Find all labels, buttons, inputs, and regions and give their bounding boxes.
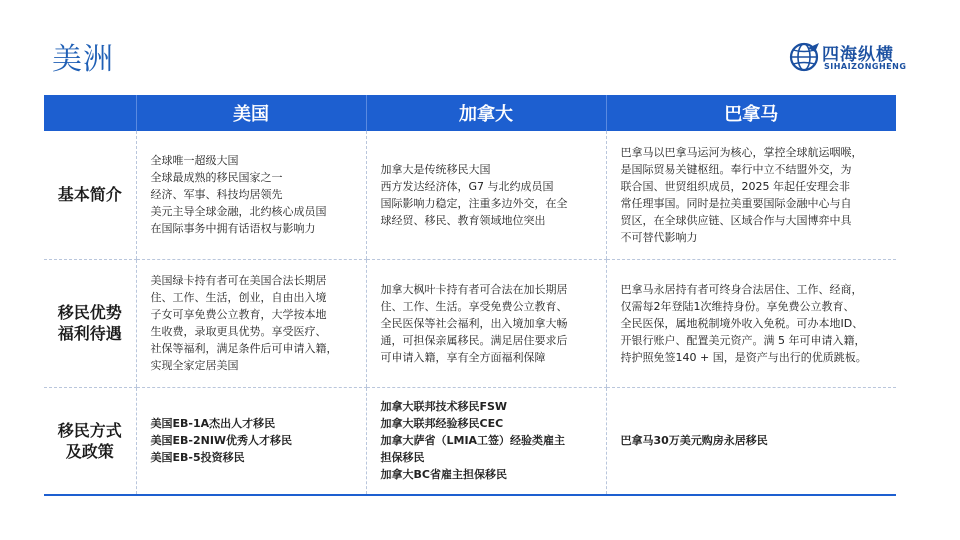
cell-text-line: 巴拿马永居持有者可终身合法居住、工作、经商， (620, 282, 863, 296)
cell-text-line: 美国EB-5投资移民 (150, 451, 245, 465)
table-row (44, 259, 896, 387)
table-cell (136, 259, 366, 387)
table-cell (366, 131, 606, 259)
row-header-line: 福利待遇 (57, 324, 122, 343)
table-row (44, 131, 896, 259)
cell-text-line: 加拿大是传统移民大国 (380, 162, 491, 176)
cell-text-line: 持护照免签140 + 国，是资产与出行的优质跳板。 (620, 350, 867, 364)
cell-text-line: 巴拿马以巴拿马运河为核心，掌控全球航运咽喉， (620, 145, 863, 159)
cell-text-line: 子女可享免费公立教育，大学按本地 (150, 308, 327, 321)
table-row (44, 387, 896, 495)
table-header-row (44, 95, 896, 131)
cell-text-line: 联合国、世贸组织成员，2025 年起任安理会非 (620, 179, 850, 193)
comparison-table (44, 95, 896, 496)
logo-name-cn: 四海纵横 (822, 45, 894, 65)
page-title: 美洲 (52, 42, 114, 77)
cell-text-line: 加拿大萨省（LMIA工签）经验类雇主 (380, 434, 566, 448)
cell-text-line: 巴拿马30万美元购房永居移民 (620, 434, 768, 448)
cell-text-line: 国际影响力稳定，注重多边外交，在全 (380, 196, 568, 210)
row-header (44, 131, 136, 259)
row-header (44, 259, 136, 387)
cell-text-line: 全民医保，属地税制境外收入免税。可办本地ID、 (620, 316, 864, 330)
row-header (44, 387, 136, 495)
cell-text-line: 不可替代影响力 (620, 230, 698, 244)
table-cell (136, 387, 366, 495)
cell-text-line: 西方发达经济体，G7 与北约成员国 (380, 179, 554, 193)
cell-text-line: 全球最成熟的移民国家之一 (150, 171, 283, 185)
cell-text-line: 通，可担保亲属移民。满足居住要求后 (380, 333, 568, 347)
cell-text-line: 美国EB-2NIW优秀人才移民 (150, 434, 293, 448)
cell-text-line: 加拿大联邦技术移民FSW (380, 400, 508, 414)
cell-text-line: 可申请入籍，享有全方面福利保障 (380, 350, 546, 364)
cell-text-line: 贸区，在全球供应链、区域合作与大国博弈中具 (620, 213, 852, 227)
table-cell (606, 131, 896, 259)
cell-text-line: 担保移民 (380, 451, 425, 465)
cell-text-line: 加拿大枫叶卡持有者可合法在加长期居 (380, 282, 568, 296)
company-logo (788, 40, 918, 76)
column-header: 巴拿马 (606, 95, 896, 131)
cell-text-line: 经济、军事、科技均居领先 (150, 188, 283, 202)
row-header-line: 基本简介 (57, 185, 122, 205)
cell-text-line: 实现全家定居美国 (150, 359, 239, 372)
cell-text-line: 是国际贸易关键枢纽。奉行中立不结盟外交，为 (620, 162, 852, 176)
table-cell (366, 259, 606, 387)
table-cell (606, 259, 896, 387)
table-corner (44, 95, 136, 131)
cell-text-line: 常任理事国。同时是拉美重要国际金融中心与自 (620, 196, 852, 210)
row-header-line: 移民优势 (57, 303, 122, 322)
cell-text-line: 在国际事务中拥有话语权与影响力 (150, 222, 316, 236)
table-cell (366, 387, 606, 495)
cell-text-line: 美国绿卡持有者可在美国合法长期居 (150, 274, 327, 287)
cell-text-line: 仅需每2年登陆1次维持身份。享免费公立教育、 (620, 299, 855, 313)
cell-text-line: 加拿大联邦经验移民CEC (380, 417, 504, 431)
cell-text-line: 住、工作、生活。享受免费公立教育、 (380, 299, 568, 313)
logo-name-en: SIHAIZONGHENG (824, 62, 907, 71)
cell-text-line: 美国EB-1A杰出人才移民 (150, 417, 276, 431)
globe-icon (788, 40, 822, 74)
cell-text-line: 美元主导全球金融，北约核心成员国 (150, 205, 327, 219)
cell-text-line: 全球唯一超级大国 (150, 154, 239, 168)
column-header: 美国 (136, 95, 366, 131)
row-header-line: 移民方式 (57, 420, 122, 440)
cell-text-line: 社保等福利，满足条件后可申请入籍， (150, 342, 338, 355)
cell-text-line: 开银行账户、配置美元资产。满 5 年可申请入籍， (620, 333, 866, 347)
cell-text-line: 球经贸、移民、教育领域地位突出 (380, 213, 546, 227)
row-header-line: 及政策 (65, 441, 114, 461)
column-header: 加拿大 (366, 95, 606, 131)
cell-text-line: 生收费，录取更具优势。享受医疗、 (150, 325, 327, 338)
cell-text-line: 加拿大BC省雇主担保移民 (380, 468, 507, 482)
table-cell (606, 387, 896, 495)
cell-text-line: 住、工作、生活，创业，自由出入境 (150, 291, 327, 304)
table-cell (136, 131, 366, 259)
cell-text-line: 全民医保等社会福利，出入境加拿大畅 (380, 316, 568, 330)
